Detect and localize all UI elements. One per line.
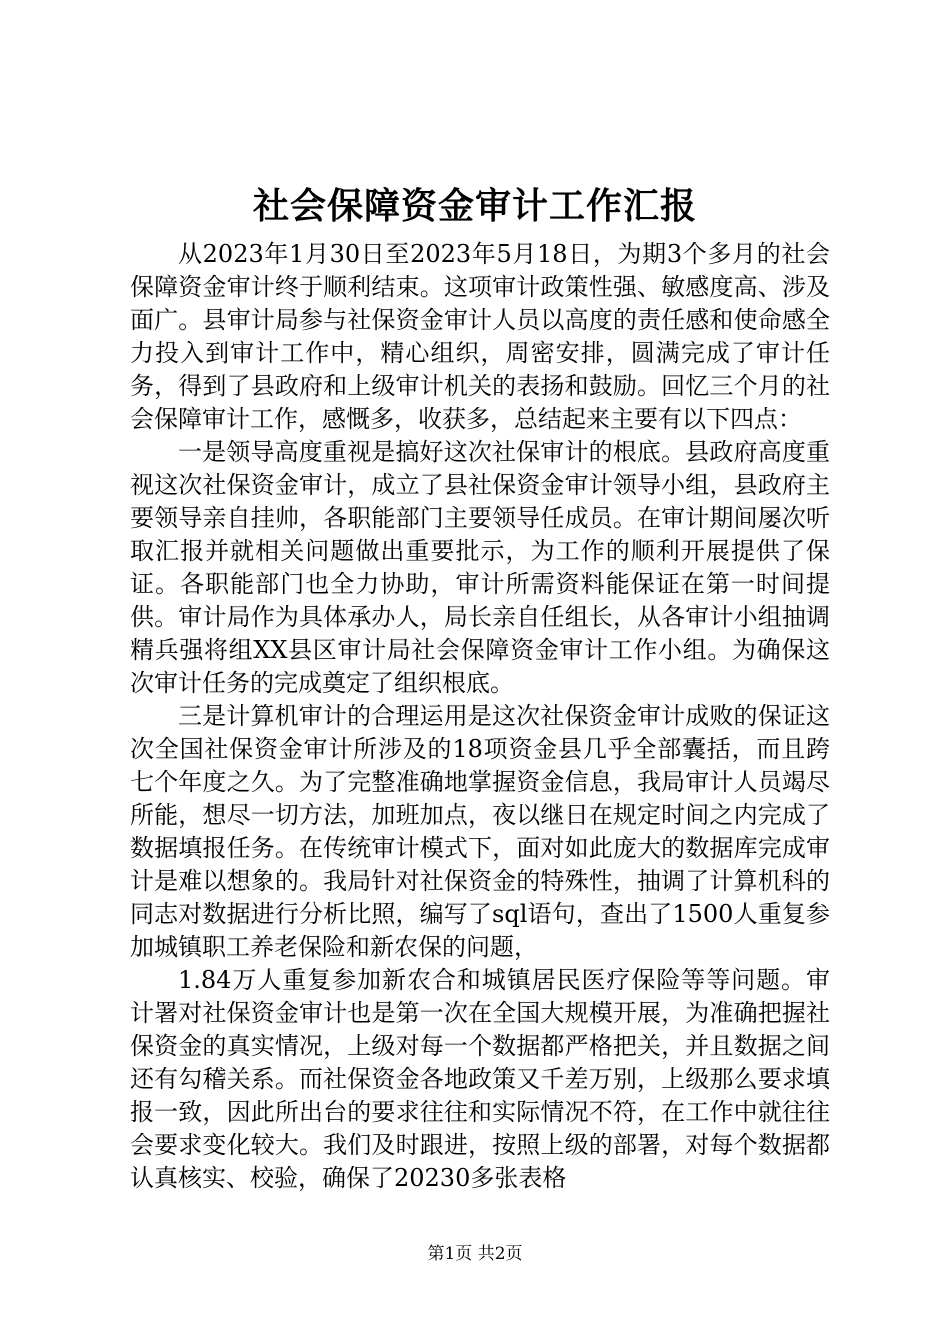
paragraph-computer-audit: 三是计算机审计的合理运用是这次社保资金审计成败的保证这次全国社保资金审计所涉及的18项资金县几乎全部囊括，而且跨七个年度之久。为了完整准确地掌握资金信息，我局审计人员竭尽所能，想尽一切方法，加班加点，夜以继日在规定时间之内完成了数据填报任务。在传统审计模式下，面对如此庞大的数据库完成审计是难以想象的。我局针对社保资金的特殊性，抽调了计算机科的同志对数据进行分析比照，编写了sql语句，查出了1500人重复参加城镇职工养老保险和新农保的问题， — [130, 702, 830, 961]
document-body — [130, 238, 830, 1195]
page-footer: 第1页 共2页 — [427, 1244, 523, 1264]
paragraph-continued: 1.84万人重复参加新农合和城镇居民医疗保险等等问题。审计署对社保资金审计也是第一次在全国大规模开展，为准确把握社保资金的真实情况，上级对每一个数据都严格把关，并且数据之间还有勾稽关系。而社保资金各地政策又千差万别，上级那么要求填报一致，因此所出台的要求往往和实际情况不符，在工作中就往往会要求变化较大。我们及时跟进，按照上级的部署，对每个数据都认真核实、校验，确保了20230多张表格 — [130, 966, 830, 1192]
document-title: 社会保障资金审计工作汇报 — [252, 185, 697, 227]
paragraph-intro: 从2023年1月30日至2023年5月18日，为期3个多月的社会保障资金审计终于顺利结束。这项审计政策性强、敏感度高、涉及面广。县审计局参与社保资金审计人员以高度的责任感和使命感全力投入到审计工作中，精心组织，周密安排，圆满完成了审计任务，得到了县政府和上级审计机关的表扬和鼓励。回忆三个月的社会保障审计工作，感慨多，收获多，总结起来主要有以下四点： — [130, 240, 830, 433]
paragraph-leadership: 一是领导高度重视是搞好这次社保审计的根底。县政府高度重视这次社保资金审计，成立了县社保资金审计领导小组，县政府主要领导亲自挂帅，各职能部门主要领导任成员。在审计期间屡次听取汇报并就相关问题做出重要批示，为工作的顺利开展提供了保证。各职能部门也全力协助，审计所需资料能保证在第一时间提供。审计局作为具体承办人，局长亲自任组长，从各审计小组抽调精兵强将组XX县区审计局社会保障资金审计工作小组。为确保这次审计任务的完成奠定了组织根底。 — [130, 438, 830, 697]
